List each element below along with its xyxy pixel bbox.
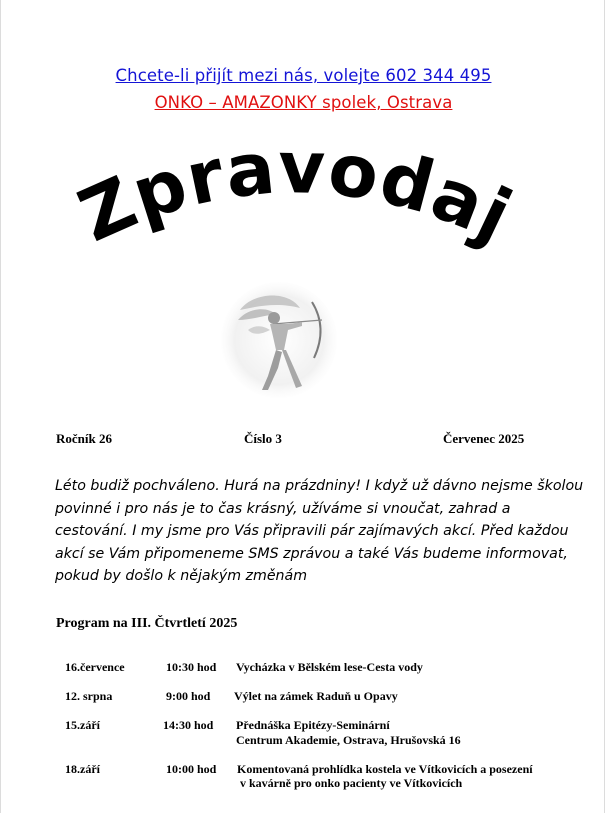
page-edge-right [604, 0, 605, 813]
amazon-archer-emblem-icon [218, 280, 340, 400]
program-row-event-line2: v kavárně pro onko pacienty ve Vítkovicích [237, 776, 463, 790]
program-row-date: 16.července [65, 660, 125, 674]
intro-line: povinné i pro nás je to čas krásný, užíváme si vnoučat, zahrad a [55, 500, 511, 517]
intro-line: pokud by došlo k nějakým změnám [55, 568, 308, 584]
program-row-date: 18.září [65, 762, 100, 776]
intro-line: cestování. I my jsme pro Vás připravili pár zajímavých akcí. Před každou [55, 523, 569, 539]
intro-line: akcí se Vám připomeneme SMS zprávou a také Vás budeme informovat, [55, 545, 568, 562]
newsletter-title-text: Zpravodaj [66, 125, 525, 259]
program-row-time: 10:00 hod [166, 762, 217, 776]
program-row-time: 9:00 hod [166, 689, 211, 703]
program-row-event: Přednáška Epitézy-Seminární [236, 718, 390, 732]
issue-date: Červenec 2025 [443, 431, 525, 446]
issue-volume: Ročník 26 [56, 431, 112, 446]
page-edge-left [0, 0, 1, 813]
program-row-time: 10:30 hod [166, 660, 217, 674]
contact-phone-line[interactable]: Chcete-li přijít mezi nás, volejte 602 344 495 [115, 66, 492, 85]
newsletter-title [60, 125, 530, 280]
issue-number: Číslo 3 [244, 431, 282, 446]
organization-name-line[interactable]: ONKO – AMAZONKY spolek, Ostrava [154, 93, 453, 112]
program-heading: Program na III. Čtvrtletí 2025 [56, 616, 238, 631]
intro-paragraph [55, 475, 584, 588]
program-row-date: 15.září [65, 718, 100, 732]
program-row-event-line2: Centrum Akademie, Ostrava, Hrušovská 16 [236, 733, 461, 747]
program-row-event: Vycházka v Bělském lese-Cesta vody [236, 660, 423, 674]
program-row-date: 12. srpna [65, 689, 113, 703]
intro-line: Léto budiž pochváleno. Hurá na prázdniny! I když už dávno nejsme školou [55, 478, 584, 494]
program-row-event: Výlet na zámek Raduň u Opavy [234, 689, 398, 703]
program-row-event: Komentovaná prohlídka kostela ve Vítkovicích a posezení [237, 762, 533, 776]
program-row-time: 14:30 hod [163, 718, 214, 732]
